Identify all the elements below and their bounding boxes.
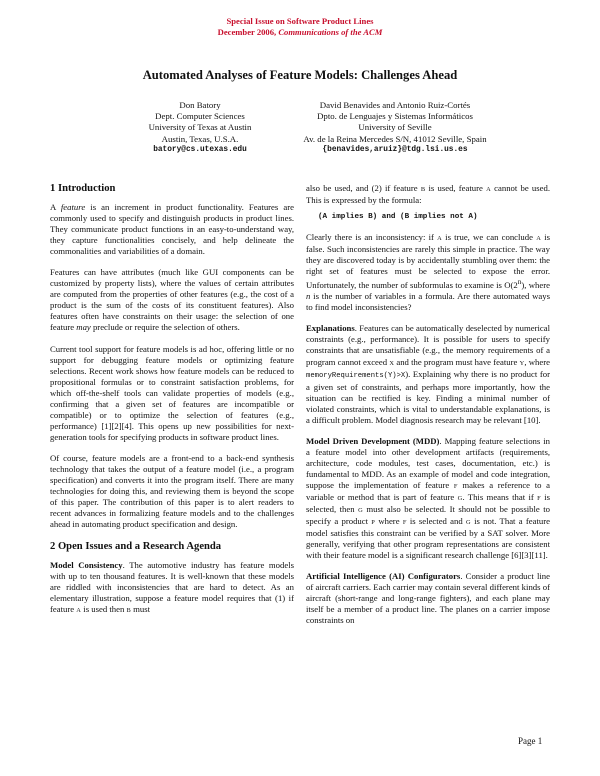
paragraph: Artificial Intelligence (AI) Configurators. Consider a product line of aircraft carriers. Each carrier may contain several different kinds of aircraft (short-range and long-range fighters), and each plane may itself be a member of a product line. The planes on a carrier impose constraints on — [306, 571, 550, 626]
paragraph: Explanations. Features can be automatically deselected by numerical constraints (e.g., performance). It is possible for users to specify constraints that are unsatisfiable (e.g., the memory requirements of a program cannot exceed X and the program must have feature Y, where memoryRequirements(Y)>X). Explaining why there is no product for a given set of constraints, and perhaps more importantly, how the situation can be rectified is key. Finding a minimal number of violated constraints, which is vital to understandable explanations, is a difficult problem. Model diagnosis research may be relevant [10]. — [306, 323, 550, 425]
paragraph: Current tool support for feature models is ad hoc, offering little or no support for debugging feature models or optimizing feature selections. Recent work shows how feature models can be reduced to propositional formulas or to constraint satisfaction problems, for which off-the-shelf tools can validate properties of models (e.g., confirming that a given set of features are incompatible or compatible) or to optimize the selection of features (e.g., performance) [1][2][4]. This opens up new possibilities for next-generation tools for specifying products in software product lines. — [50, 343, 294, 442]
paragraph: also be used, and (2) if feature B is used, feature A cannot be used. This is expressed by the formula: — [306, 183, 550, 206]
author-dept: Dept. Computer Sciences — [155, 111, 245, 122]
section-heading-open-issues: 2 Open Issues and a Research Agenda — [50, 541, 222, 553]
paragraph: A feature is an increment in product functionality. Features are commonly used to specify and distinguish products in product lines. They communicate product functions in an easy-to-understand way, they capture functionalities concisely, and help delineate the commonalities and variabilities of a domain. — [50, 202, 294, 257]
paragraph: Features can have attributes (much like GUI components can be customized by property lists), where the values of certain attributes are computed from the properties of other features (e.g., the cost of a product is the sum of the costs of its constituent features). Also features often have constraints on their usage: the selection of one feature may preclude or require the selection of others. — [50, 267, 294, 333]
paragraph: Of course, feature models are a front-end to a back-end synthesis technology that takes the output of a feature model (i.e., a program specification) and converts it into the program itself. There are many technologies for doing this, and reviewing them is beyond the scope of this paper. The contribution of this paper is to alert readers to recent advances in formalizing feature models and to the challenges ahead in automating product specification and design. — [50, 452, 294, 530]
left-column — [50, 182, 294, 627]
masthead-date: December 2006, — [217, 27, 279, 37]
paragraph: Model Driven Development (MDD). Mapping feature selections in a feature model into other development artifacts (requirements, architecture, code modules, test cases, documentation, etc.) is fundamental to MDD. As an example of model and code integration, suppose the implementation of feature F makes a reference to a variable or method that is part of feature G. This means that if F is selected, then G must also be selected. It should not be possible to specify a product P where F is selected and G is not. That a feature model satisfies this constraint can be verified by a SAT solver. More generally, verifying that other program representations are consistent with their feature model is a significant research challenge [6][3][11]. — [306, 435, 550, 561]
author-name: David Benavides and Antonio Ruiz-Cortés — [319, 100, 471, 110]
author-right — [272, 100, 518, 156]
masthead — [0, 16, 600, 38]
author-left — [120, 100, 280, 156]
paragraph: Clearly there is an inconsistency: if A is true, we can conclude A is false. Such inconsistencies are rarely this simple in practice. The way they are discovered today is by accidentally stumbling over them: the right set of features must be selected to expose the error. Unfortunately, the number of subformulas to examine is O(2$^n$), where n is the number of variables in a formula. Are there automated ways to find model inconsistencies? — [306, 232, 551, 313]
author-dept: Dpto. de Lenguajes y Sistemas Informáticos — [317, 111, 473, 122]
paragraph: Model Consistency. The automotive industry has feature models with up to ten thousand features. It is well-known that these models are riddled with inconsistencies that are hard to detect. As an elementary illustration, suppose a feature model requires that (1) if feature A is used then B must — [50, 560, 294, 615]
author-email: batory@cs.utexas.edu — [153, 145, 247, 154]
author-email: {benavides,aruiz}@tdg.lsi.us.es — [322, 145, 468, 154]
page-number: Page 1 — [518, 736, 543, 746]
masthead-line2 — [0, 27, 600, 38]
author-city: Austin, Texas, U.S.A. — [161, 133, 239, 144]
paper-title: Automated Analyses of Feature Models: Challenges Ahead — [142, 68, 458, 82]
section-heading-introduction: 1 Introduction — [50, 183, 116, 194]
formula: (A implies B) and (B implies not A) — [318, 213, 478, 222]
author-univ: University of Texas at Austin — [148, 122, 252, 133]
masthead-line1: Special Issue on Software Product Lines — [226, 16, 374, 26]
author-name: Don Batory — [179, 100, 221, 110]
right-column — [306, 183, 550, 637]
masthead-magazine: Communications of the ACM — [278, 27, 383, 37]
author-address: Av. de la Reina Mercedes S/N, 41012 Seville, Spain — [303, 133, 487, 144]
author-univ: University of Seville — [358, 122, 432, 133]
